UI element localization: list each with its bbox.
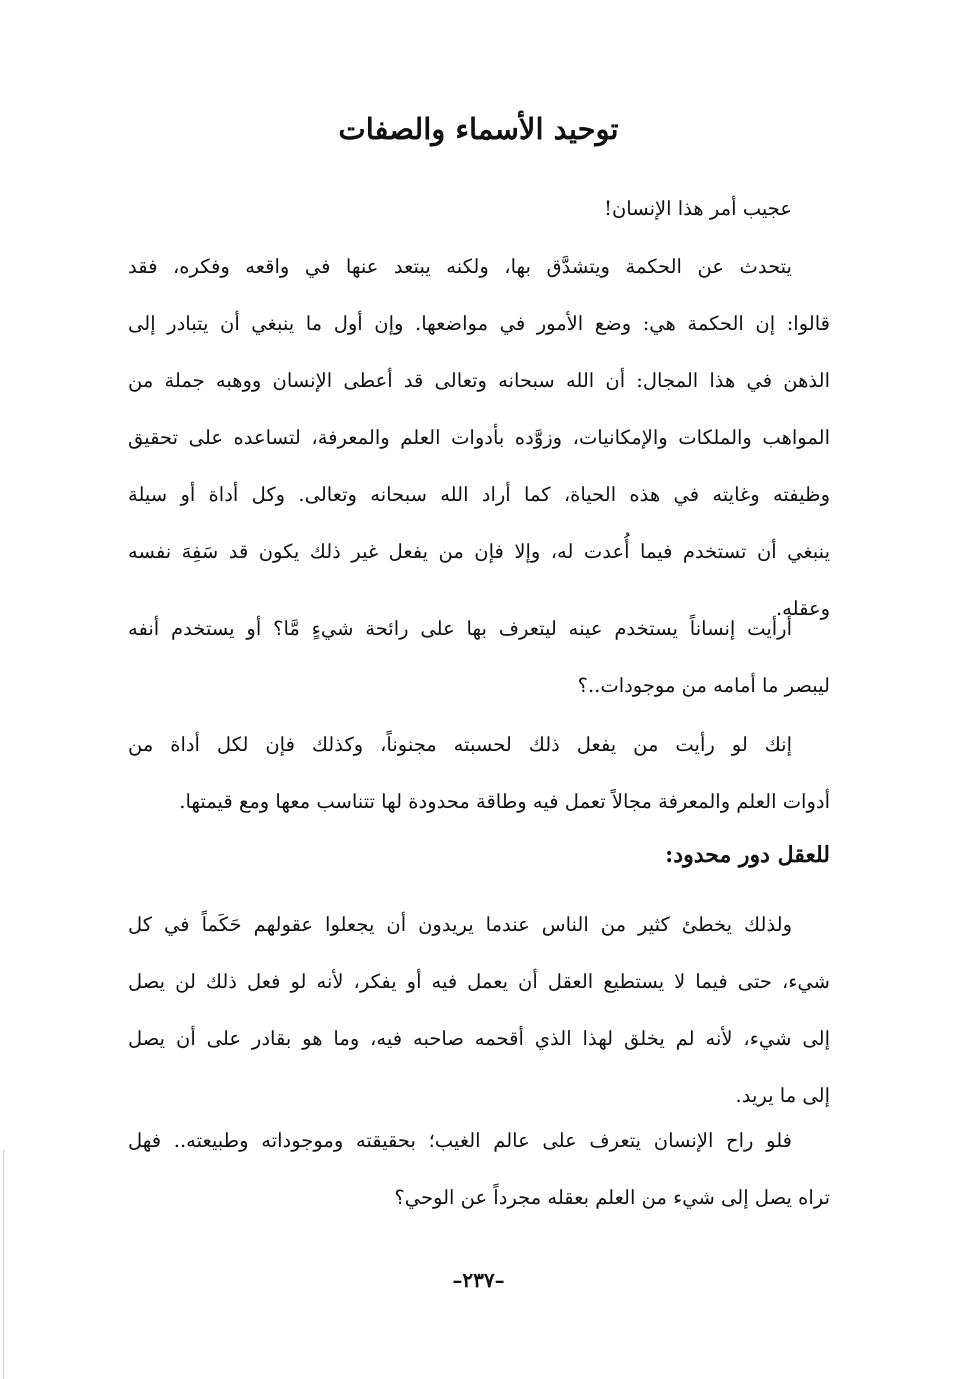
text-line: الذهن في هذا المجال: أن الله سبحانه وتعالى قد أعطى الإنسان ووهبه جملة من (128, 369, 830, 392)
text-line: وعقله. (775, 597, 830, 620)
text-line: تراه يصل إلى شيء من العلم بعقله مجرداً عن الوحي؟ (394, 1186, 830, 1209)
text-line: أرأيت إنساناً يستخدم عينه ليتعرف بها على رائحة شيءٍ مَّا؟ أو يستخدم أنفه (128, 617, 792, 640)
text-line: وظيفته وغايته في هذه الحياة، كما أراد الله سبحانه وتعالى. وكل أداة أو سيلة (128, 483, 830, 506)
paragraph-tools (128, 716, 830, 830)
page-title: توحيد الأسماء والصفات (338, 112, 619, 146)
text-line: قالوا: إن الحكمة هي: وضع الأمور في مواضعها. وإن أول ما ينبغي أن يتبادر إلى (128, 312, 830, 335)
paragraph-intro (128, 180, 830, 237)
text-line: يتحدث عن الحكمة ويتشدَّق بها، ولكنه يبتعد عنها في واقعه وفكره، فقد (128, 255, 792, 278)
section-heading: للعقل دور محدود: (665, 842, 830, 868)
text-line: فلو راح الإنسان يتعرف على عالم الغيب؛ بحقيقته وموجوداته وطبيعته.. فهل (128, 1129, 792, 1152)
paragraph-unseen (128, 1112, 830, 1226)
text-line: إنك لو رأيت من يفعل ذلك لحسبته مجنوناً، وكذلك فإن لكل أداة من (128, 733, 792, 756)
page-number: –٢٣٧– (452, 1268, 505, 1292)
paragraph-question (128, 600, 830, 714)
paragraph-wisdom (128, 238, 830, 637)
text-line: ينبغي أن تستخدم فيما أُعدت له، وإلا فإن من يفعل غير ذلك يكون قد سَفِهَ نفسه (128, 540, 830, 563)
paragraph-reason (128, 896, 830, 1124)
text-line: ليبصر ما أمامه من موجودات..؟ (577, 674, 830, 697)
text-line: المواهب والملكات والإمكانيات، وزوَّده بأدوات العلم والمعرفة، لتساعده على تحقيق (128, 426, 830, 449)
text-line: ولذلك يخطئ كثير من الناس عندما يريدون أن يجعلوا عقولهم حَكَماً في كل (128, 913, 792, 936)
text-line: إلى ما يريد. (735, 1084, 830, 1107)
page-edge-divider (3, 1150, 4, 1379)
text-line: شيء، حتى فيما لا يستطيع العقل أن يعمل فيه أو يفكر، لأنه لو فعل ذلك لن يصل (128, 970, 830, 993)
text-line: عجيب أمر هذا الإنسان! (604, 197, 792, 220)
text-line: أدوات العلم والمعرفة مجالاً تعمل فيه وطاقة محدودة لها تتناسب معها ومع قيمتها. (179, 790, 830, 813)
text-line: إلى شيء، لأنه لم يخلق لهذا الذي أقحمه صاحبه فيه، وما هو بقادر على أن يصل (128, 1027, 830, 1050)
